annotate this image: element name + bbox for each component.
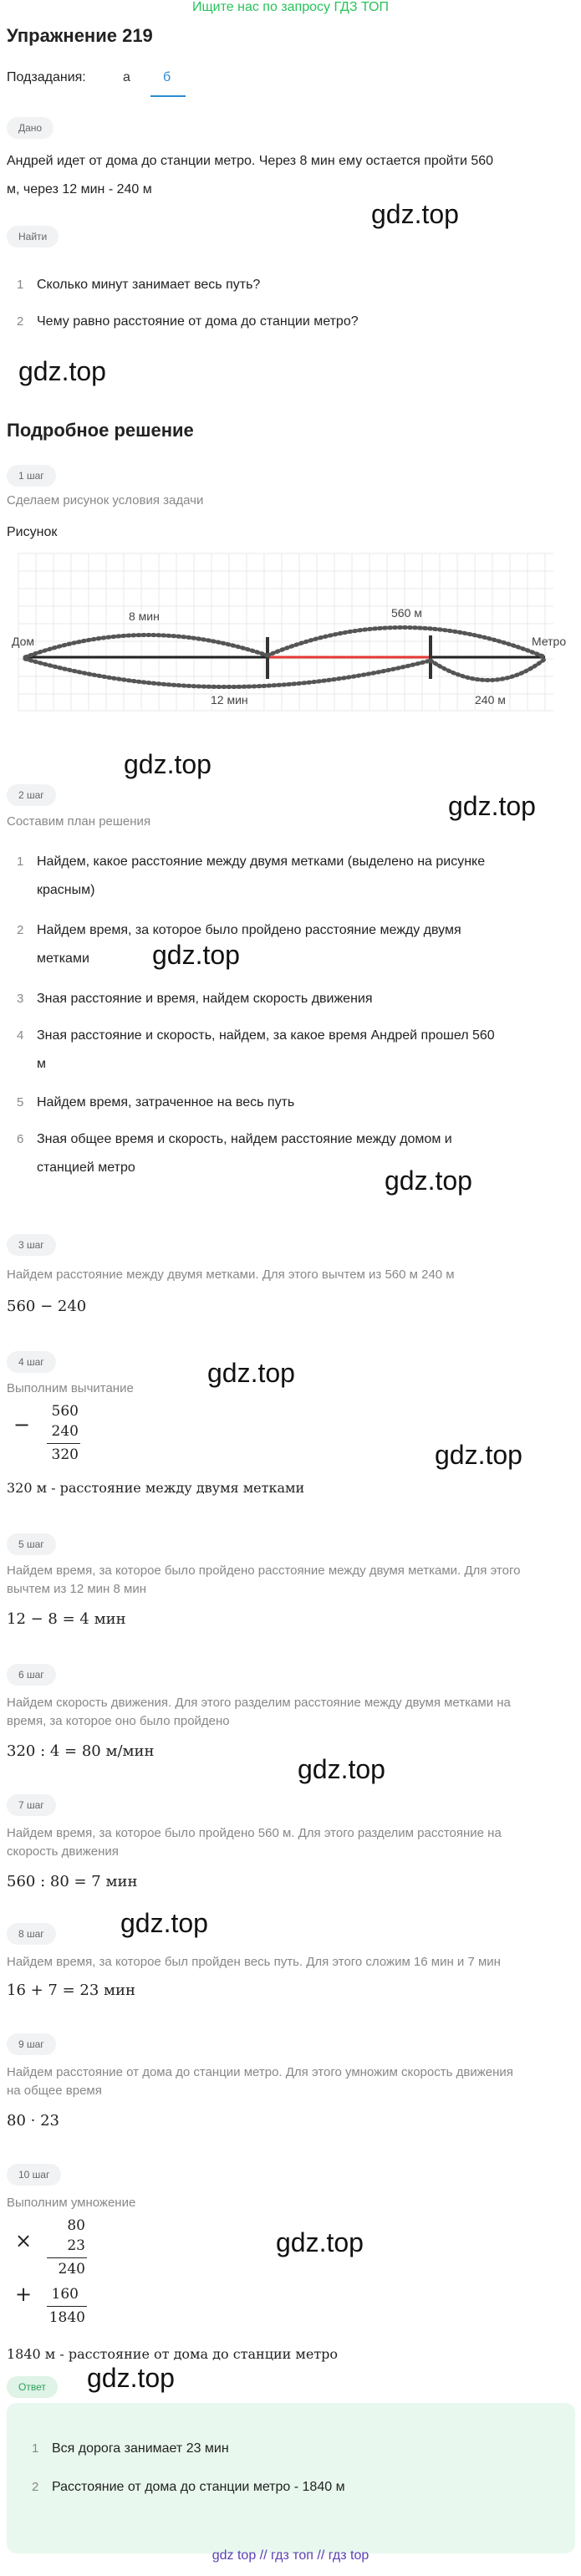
mul-partial-1: 240 [58,2261,85,2278]
step9-caption-2: на общее время [7,2084,102,2098]
label-240m: 240 м [475,693,506,706]
step9-expression: 80 · 23 [7,2112,59,2130]
step8-pill: 8 шаг [7,1923,56,1945]
step6-pill: 6 шаг [7,1664,56,1686]
label-metro: Метро [532,635,567,648]
active-tab-underline [150,95,186,97]
watermark: gdz.top [120,1908,208,1938]
watermark: gdz.top [18,356,106,386]
step8-caption: Найдем время, за которое был пройден весь путь. Для этого сложим 16 мин и 7 мин [7,1955,501,1969]
step5-expression: 12 − 8 = 4 мин [7,1610,126,1628]
step4-result: 320 м - расстояние между двумя метками [7,1480,305,1496]
mul-line-2 [47,2306,87,2307]
given-text-line2: м, через 12 мин - 240 м [7,182,152,196]
plan-item-1: 1 Найдем, какое расстояние между двумя метками (выделено на рисунке красным) [17,854,486,897]
footer-sep-2: // [317,2548,325,2563]
solution-heading: Подробное решение [7,420,194,441]
step4-caption: Выполним вычитание [7,1381,134,1395]
watermark: gdz.top [298,1754,385,1784]
step6-caption-2: время, за которое оно было пройдено [7,1714,230,1728]
watermark: gdz.top [152,940,240,970]
step3-pill: 3 шаг [7,1234,56,1256]
step4-pill: 4 шаг [7,1351,56,1373]
step7-caption-1: Найдем время, за которое было пройдено 560 м. Для этого разделим расстояние на [7,1826,502,1840]
mul-result: 1840 [48,2309,85,2326]
top-banner[interactable]: Ищите нас по запросу ГДЗ ТОП [192,0,389,14]
figure-label: Рисунок [7,525,58,539]
mul-b: 23 [67,2237,85,2254]
label-home: Дом [12,635,35,648]
find-pill: Найти [7,226,59,247]
watermark: gdz.top [448,791,536,821]
watermark: gdz.top [276,2227,364,2257]
given-text-line1: Андрей идет от дома до станции метро. Через 8 мин ему остается пройти 560 [7,154,494,168]
watermark: gdz.top [385,1166,472,1196]
step6-expression: 320 : 4 = 80 м/мин [7,1742,155,1760]
step6-caption-1: Найдем скорость движения. Для этого разделим расстояние между двумя метками на [7,1696,511,1710]
step7-expression: 560 : 80 = 7 мин [7,1873,138,1890]
find-item-1: 1 Сколько минут занимает весь путь? [17,278,261,292]
plan-item-2: 2 Найдем время, за которое было пройдено расстояние между двумя метками [17,923,461,966]
mul-a: 80 [67,2217,85,2234]
footer-link-3[interactable]: гдз top [328,2548,369,2563]
sub-line [47,1443,80,1444]
answer-box [7,2403,575,2553]
footer-link-1[interactable]: gdz top [212,2548,257,2563]
step5-caption-1: Найдем время, за которое было пройдено расстояние между двумя метками. Для этого [7,1563,521,1578]
step10-result: 1840 м - расстояние от дома до станции метро [7,2346,339,2362]
answer-item-2: 2 Расстояние от дома до станции метро - 1840 м [32,2480,345,2494]
watermark: gdz.top [371,199,459,229]
watermark: gdz.top [87,2363,175,2393]
answer-pill: Ответ [7,2376,58,2398]
times-sign: × [15,2229,33,2252]
watermark: gdz.top [435,1440,522,1470]
path-figure [12,553,567,711]
step5-caption-2: вычтем из 12 мин 8 мин [7,1582,146,1596]
footer-link-2[interactable]: гдз топ [271,2548,313,2563]
arc-8min [25,635,268,657]
step5-pill: 5 шаг [7,1533,56,1555]
label-8min: 8 мин [129,610,160,623]
step10-caption: Выполним умножение [7,2196,136,2210]
sub-minuend: 560 [51,1403,79,1420]
plan-item-4: 4 Зная расстояние и скорость, найдем, за какое время Андрей прошел 560 м [17,1028,495,1071]
answer-item-1: 1 Вся дорога занимает 23 мин [32,2441,229,2456]
label-12min: 12 мин [211,693,248,706]
arc-560m [268,627,545,657]
footer-links [0,2548,581,2563]
sub-result: 320 [51,1446,79,1463]
minus-sign: − [13,1413,31,1436]
step9-caption-1: Найдем расстояние от дома до станции метро. Для этого умножим скорость движения [7,2065,513,2079]
step2-pill: 2 шаг [7,784,56,806]
step7-caption-2: скорость движения [7,1844,119,1859]
step7-pill: 7 шаг [7,1794,56,1816]
page-title: Упражнение 219 [7,25,153,46]
step1-caption: Сделаем рисунок условия задачи [7,493,204,508]
step9-pill: 9 шаг [7,2033,56,2055]
plan-item-6: 6 Зная общее время и скорость, найдем расстояние между домом и станцией метро [17,1132,452,1175]
plan-item-3: 3 Зная расстояние и время, найдем скорость движения [17,992,373,1006]
given-pill: Дано [7,117,54,139]
plan-item-5: 5 Найдем время, затраченное на весь путь [17,1095,295,1109]
watermark: gdz.top [207,1358,295,1388]
footer-sep-1: // [259,2548,268,2563]
find-item-2: 2 Чему равно расстояние от дома до станции метро? [17,314,359,329]
tab-b[interactable]: б [163,70,171,84]
step1-pill: 1 шаг [7,465,56,487]
step2-caption: Составим план решения [7,814,151,829]
step3-expression: 560 − 240 [7,1298,87,1315]
step10-pill: 10 шаг [7,2164,61,2186]
subtasks-label: Подзадания: [7,70,86,84]
step8-expression: 16 + 7 = 23 мин [7,1982,136,1999]
label-560m: 560 м [391,606,422,620]
sub-subtrahend: 240 [51,1423,79,1440]
mul-line-1 [47,2257,87,2258]
plus-sign: + [15,2283,33,2306]
step3-caption: Найдем расстояние между двумя метками. Для этого вычтем из 560 м 240 м [7,1268,455,1282]
mul-partial-2: 160 [51,2286,79,2303]
watermark: gdz.top [124,749,212,779]
tab-a[interactable]: а [123,70,130,84]
